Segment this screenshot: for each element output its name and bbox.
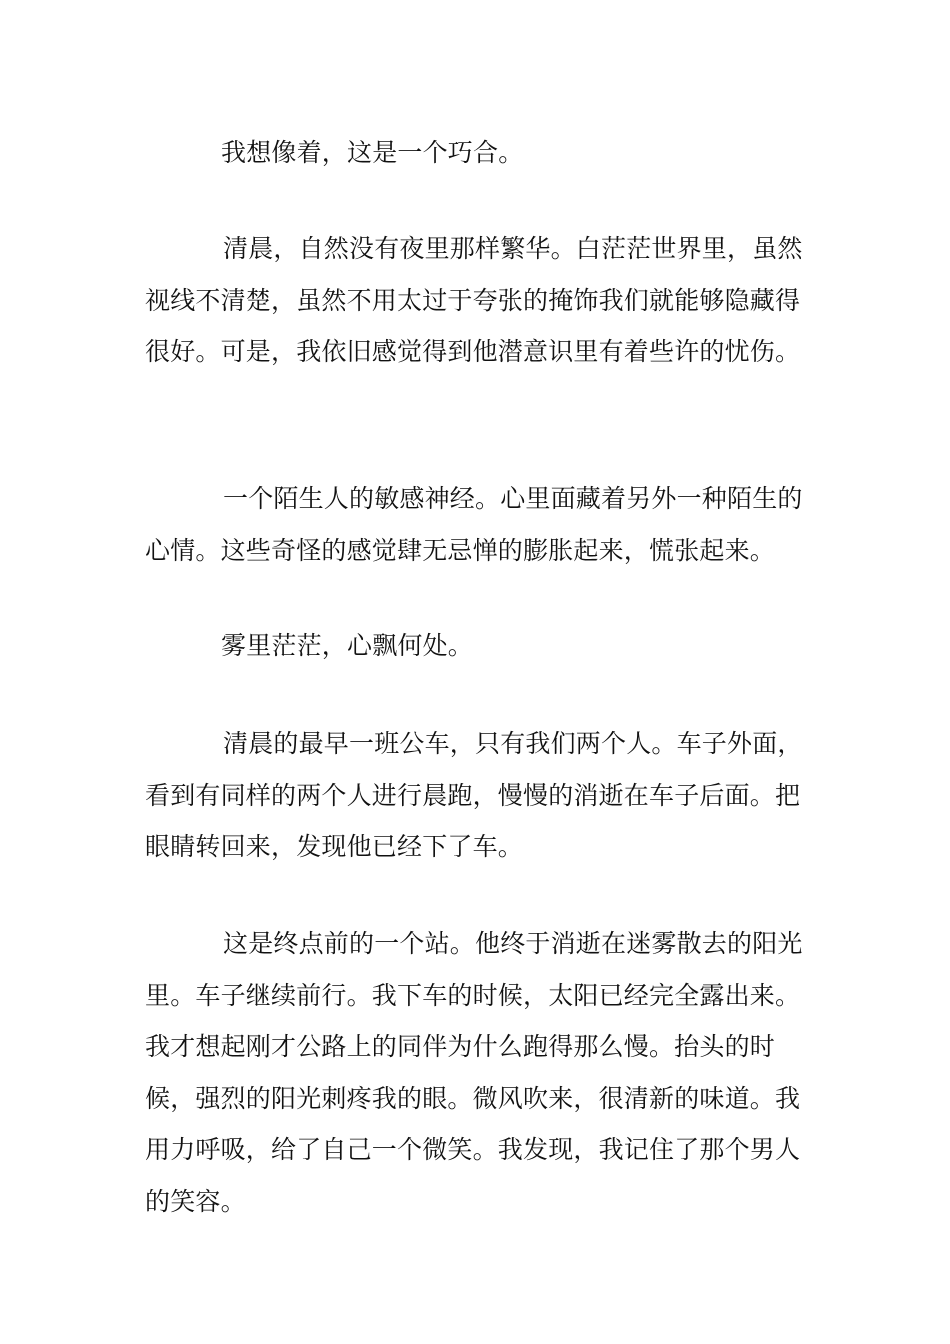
paragraph-6: [145, 918, 825, 1227]
paragraph-2-text: 清晨，自然没有夜里那样繁华。白茫茫世界里，虽然视线不清楚，虽然不用太过于夸张的掩饰我们就能够隐藏得很好。可是，我依旧感觉得到他潜意识里有着些许的忧伤。: [145, 234, 803, 366]
paragraph-1: [145, 127, 825, 179]
paragraph-3-text: 一个陌生人的敏感神经。心里面藏着另外一种陌生的心情。这些奇怪的感觉肆无忌惮的膨胀起来，慌张起来。: [145, 484, 803, 565]
paragraph-4: [145, 620, 825, 672]
paragraph-2: [145, 223, 825, 378]
paragraph-5-text: 清晨的最早一班公车，只有我们两个人。车子外面，看到有同样的两个人进行晨跑，慢慢的消逝在车子后面。把眼睛转回来，发现他已经下了车。: [145, 729, 803, 861]
paragraph-6-text: 这是终点前的一个站。他终于消逝在迷雾散去的阳光里。车子继续前行。我下车的时候，太阳已经完全露出来。我才想起刚才公路上的同伴为什么跑得那么慢。抬头的时候，强烈的阳光刺疼我的眼。微风吹来，很清新的味道。我用力呼吸，给了自己一个微笑。我发现，我记住了那个男人的笑容。: [145, 929, 803, 1216]
paragraph-1-text: 我想像着，这是一个巧合。: [221, 138, 524, 167]
paragraph-3: [145, 473, 825, 576]
paragraph-4-text: 雾里茫茫，心飘何处。: [221, 631, 474, 660]
paragraph-5: [145, 718, 825, 873]
